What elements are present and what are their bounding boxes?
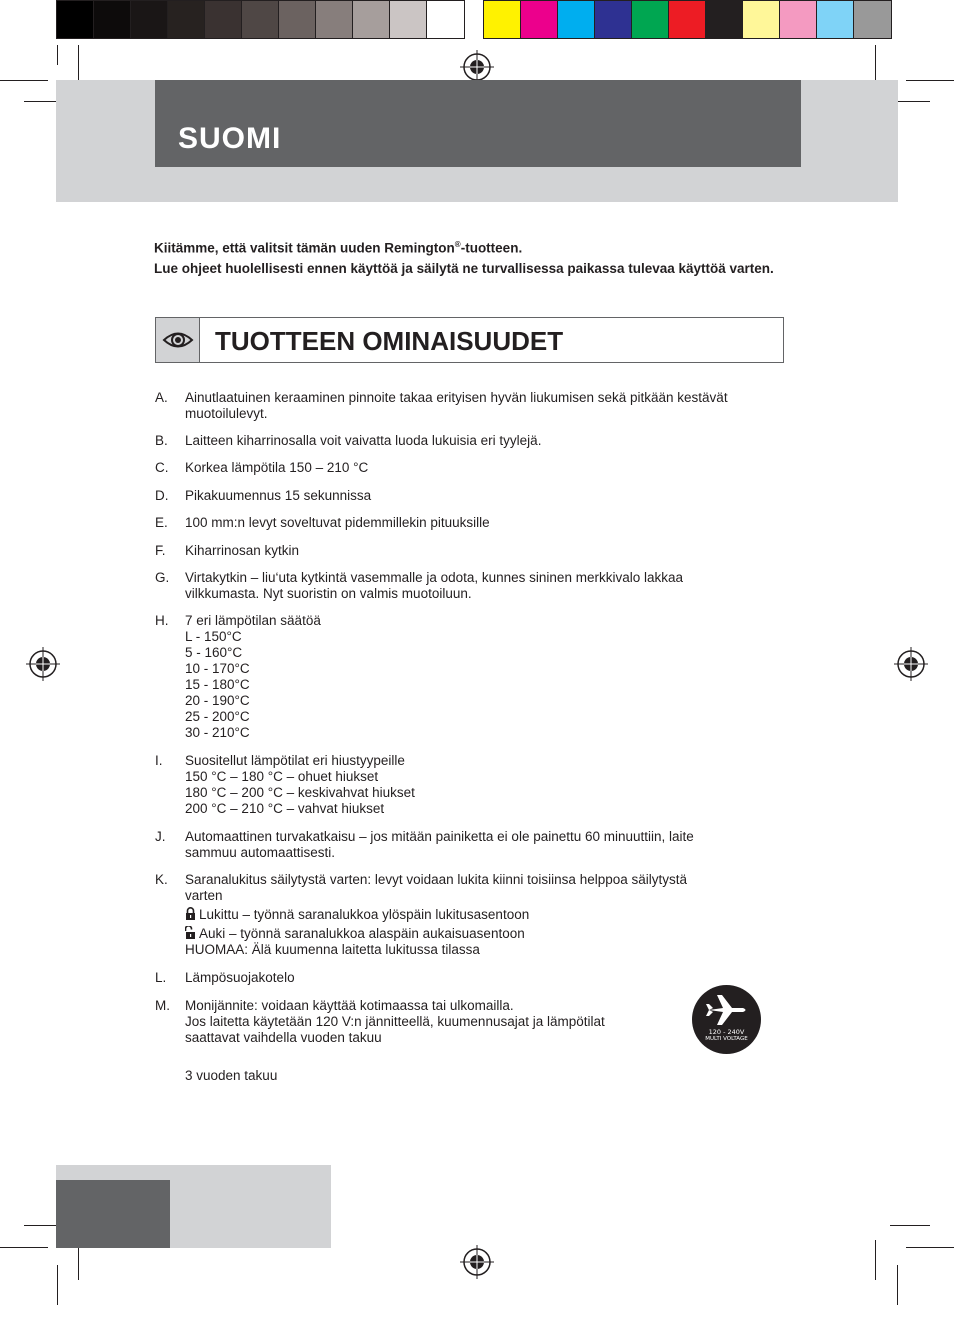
color-swatch bbox=[427, 1, 464, 38]
item-text-line: Korkea lämpötila 150 – 210 °C bbox=[185, 460, 369, 475]
lock-note: HUOMAA: Älä kuumenna laitetta lukitussa tilassa bbox=[185, 942, 480, 957]
item-text-line: 30 - 210°C bbox=[185, 725, 250, 740]
item-text-line: vilkkumasta. Nyt suoristin on valmis muotoiluun. bbox=[185, 586, 472, 601]
item-text-line: sammuu automaattisesti. bbox=[185, 845, 336, 860]
item-text-line: Suositellut lämpötilat eri hiustyypeille bbox=[185, 753, 405, 768]
feature-item bbox=[155, 872, 805, 958]
feature-item bbox=[155, 460, 805, 476]
item-text-line: muotoilulevyt. bbox=[185, 406, 268, 421]
registration-mark-icon bbox=[460, 1245, 494, 1279]
unlock-icon bbox=[185, 926, 196, 939]
item-text-line: Laitteen kiharrinosalla voit vaivatta luoda lukuisia eri tyylejä. bbox=[185, 433, 542, 448]
feature-item bbox=[155, 543, 805, 559]
item-text-line: Lämpösuojakotelo bbox=[185, 970, 295, 985]
section-heading bbox=[155, 317, 784, 363]
locked-text: Lukittu – työnnä saranalukkoa ylöspäin lukitusasentoon bbox=[199, 907, 530, 922]
item-letter: D. bbox=[155, 488, 169, 503]
item-letter: C. bbox=[155, 460, 169, 475]
feature-item bbox=[155, 390, 805, 422]
item-text-line: 25 - 200°C bbox=[185, 709, 250, 724]
item-body bbox=[185, 488, 805, 504]
crop-mark bbox=[0, 1247, 48, 1248]
intro-line-2: Lue ohjeet huolellisesti ennen käyttöä ja säilytä ne turvallisessa paikassa tulevaa käyttöä varten. bbox=[154, 261, 774, 276]
crop-mark bbox=[906, 1247, 954, 1248]
item-body bbox=[185, 515, 805, 531]
color-swatch bbox=[743, 1, 780, 38]
color-swatch bbox=[780, 1, 817, 38]
airplane-icon bbox=[705, 993, 749, 1027]
item-text-line: Jos laitetta käytetään 120 V:n jännitteellä, kuumennusajat ja lämpötilat bbox=[185, 1014, 605, 1029]
item-text-line: 20 - 190°C bbox=[185, 693, 250, 708]
color-swatch bbox=[353, 1, 390, 38]
item-text-line: 15 - 180°C bbox=[185, 677, 250, 692]
color-swatch bbox=[205, 1, 242, 38]
color-swatch bbox=[632, 1, 669, 38]
registration-mark-icon bbox=[26, 647, 60, 681]
item-letter: M. bbox=[155, 998, 170, 1013]
crop-mark bbox=[875, 45, 876, 85]
eye-icon bbox=[162, 329, 194, 351]
item-body bbox=[185, 543, 805, 559]
item-letter: L. bbox=[155, 970, 167, 985]
locked-line bbox=[185, 907, 805, 923]
section-title: TUOTTEEN OMINAISUUDET bbox=[215, 326, 564, 356]
color-swatch bbox=[57, 1, 94, 38]
crop-mark bbox=[78, 45, 79, 85]
item-letter: F. bbox=[155, 543, 166, 558]
feature-item bbox=[155, 515, 805, 531]
item-text-line: 150 °C – 180 °C – ohuet hiukset bbox=[185, 769, 379, 784]
item-text-line: Monijännite: voidaan käyttää kotimaassa tai ulkomailla. bbox=[185, 998, 514, 1013]
color-swatch bbox=[242, 1, 279, 38]
item-body bbox=[185, 613, 805, 741]
registration-mark-icon bbox=[894, 647, 928, 681]
item-body bbox=[185, 460, 805, 476]
intro-thanks: Kiitämme, että valitsit tämän uuden Remington bbox=[154, 240, 455, 256]
color-swatch bbox=[94, 1, 131, 38]
color-swatch bbox=[484, 1, 521, 38]
item-text-line: 5 - 160°C bbox=[185, 645, 243, 660]
item-letter: H. bbox=[155, 613, 169, 628]
item-body bbox=[185, 753, 805, 817]
item-letter: I. bbox=[155, 753, 163, 768]
item-letter: B. bbox=[155, 433, 168, 448]
eye-icon-box bbox=[156, 318, 200, 362]
item-text-line: 180 °C – 200 °C – keskivahvat hiukset bbox=[185, 785, 415, 800]
color-swatch bbox=[390, 1, 427, 38]
lock-icon bbox=[185, 907, 196, 920]
footer-page-tab bbox=[56, 1180, 170, 1248]
item-text-line: 100 mm:n levyt soveltuvat pidemmillekin pituuksille bbox=[185, 515, 490, 530]
crop-mark bbox=[57, 1265, 58, 1305]
color-swatch bbox=[595, 1, 632, 38]
color-swatch bbox=[854, 1, 891, 38]
feature-item bbox=[155, 488, 805, 504]
item-body bbox=[185, 829, 805, 861]
color-swatch bbox=[316, 1, 353, 38]
intro-text bbox=[154, 235, 794, 280]
item-body bbox=[185, 390, 805, 422]
unlocked-line bbox=[185, 926, 805, 942]
badge-label: MULTI VOLTAGE bbox=[705, 1036, 748, 1042]
feature-item bbox=[155, 753, 805, 817]
grey-calibration-bar bbox=[56, 0, 465, 39]
item-text-line: Kiharrinosan kytkin bbox=[185, 543, 300, 558]
item-text-line: L - 150°C bbox=[185, 629, 242, 644]
item-text-line: 7 eri lämpötilan säätöä bbox=[185, 613, 321, 628]
registration-mark-icon bbox=[460, 50, 494, 84]
item-text-line: Ainutlaatuinen keraaminen pinnoite takaa erityisen hyvän liukumisen sekä pitkään kestävät bbox=[185, 390, 728, 405]
feature-item bbox=[155, 970, 805, 986]
item-text-line: varten bbox=[185, 888, 223, 903]
color-swatch bbox=[558, 1, 595, 38]
crop-mark bbox=[875, 1240, 876, 1280]
color-swatch bbox=[706, 1, 743, 38]
language-header bbox=[155, 80, 801, 167]
color-swatch bbox=[521, 1, 558, 38]
item-letter: A. bbox=[155, 390, 168, 405]
item-text-line: 10 - 170°C bbox=[185, 661, 250, 676]
page-title: SUOMI bbox=[178, 122, 282, 155]
item-text-line: Saranalukitus säilytystä varten: levyt voidaan lukita kiinni toisiinsa helppoa säilytystä bbox=[185, 872, 688, 887]
item-letter: E. bbox=[155, 515, 168, 530]
crop-mark bbox=[906, 80, 954, 81]
crop-mark bbox=[890, 1225, 930, 1226]
item-body bbox=[185, 433, 805, 449]
item-letter: J. bbox=[155, 829, 166, 844]
color-swatch bbox=[817, 1, 854, 38]
warranty-text: 3 vuoden takuu bbox=[185, 1068, 278, 1083]
registered-mark: ® bbox=[454, 240, 461, 249]
intro-line-1 bbox=[154, 235, 794, 259]
item-letter: K. bbox=[155, 872, 168, 887]
color-swatch bbox=[168, 1, 205, 38]
item-text-line: Pikakuumennus 15 sekunnissa bbox=[185, 488, 372, 503]
item-text-line: Virtakytkin – liu‘uta kytkintä vasemmalle ja odota, kunnes sininen merkkivalo lakkaa bbox=[185, 570, 683, 585]
color-swatch bbox=[669, 1, 706, 38]
color-swatch bbox=[279, 1, 316, 38]
unlocked-text: Auki – työnnä saranalukkoa alaspäin aukaisuasentoon bbox=[199, 926, 525, 941]
feature-item bbox=[155, 613, 805, 741]
crop-mark bbox=[57, 45, 58, 65]
crop-mark bbox=[897, 1265, 898, 1305]
feature-item bbox=[155, 433, 805, 449]
item-body bbox=[185, 872, 805, 958]
item-text-line: saattavat vaihdella vuoden takuu bbox=[185, 1030, 382, 1045]
color-calibration-bar bbox=[483, 0, 892, 39]
intro-thanks-end: -tuotteen. bbox=[460, 240, 523, 256]
crop-mark bbox=[0, 80, 48, 81]
badge-voltage: 120 - 240V bbox=[708, 1028, 745, 1036]
item-body bbox=[185, 570, 805, 602]
multi-voltage-badge bbox=[692, 985, 761, 1054]
item-body bbox=[185, 970, 805, 986]
feature-item bbox=[155, 829, 805, 861]
item-text-line: Automaattinen turvakatkaisu – jos mitään painiketta ei ole painettu 60 minuuttiin, laite bbox=[185, 829, 694, 844]
item-letter: G. bbox=[155, 570, 170, 585]
feature-item bbox=[155, 570, 805, 602]
item-text-line: 200 °C – 210 °C – vahvat hiukset bbox=[185, 801, 385, 816]
color-swatch bbox=[131, 1, 168, 38]
